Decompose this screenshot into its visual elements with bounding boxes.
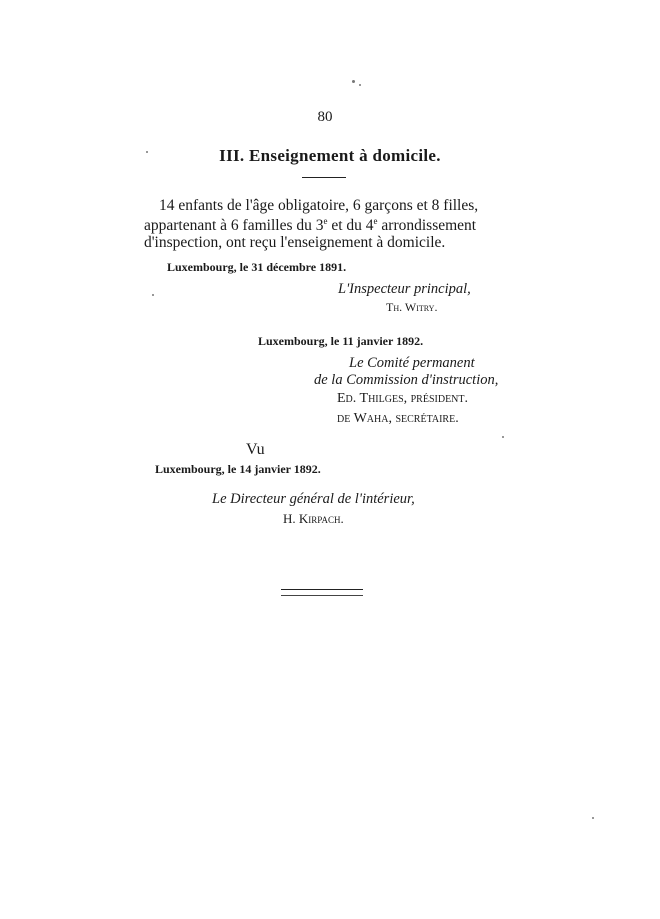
paragraph-line-2 [144, 216, 476, 235]
section-title: III. Enseignement à domicile. [219, 146, 441, 165]
scan-speck [592, 817, 594, 819]
date-line-committee: Luxembourg, le 11 janvier 1892. [258, 334, 424, 348]
inspector-title: L'Inspecteur principal, [338, 281, 471, 297]
scan-speck [352, 80, 355, 83]
inspector-name: Th. Witry. [386, 300, 438, 314]
president-signature: Ed. Thilges, président. [337, 391, 469, 406]
committee-title-line-2: de la Commission d'instruction, [314, 372, 499, 388]
vu-approval: Vu [246, 441, 265, 458]
secretary-signature: de Waha, secrétaire. [337, 411, 459, 426]
committee-title-line-1: Le Comité permanent [349, 355, 475, 371]
scan-speck [152, 294, 154, 296]
paragraph-line-2-part-a: appartenant à 6 familles du 3 [144, 217, 324, 234]
title-underline [302, 177, 346, 178]
paragraph-line-3: d'inspection, ont reçu l'enseignement à domicile. [144, 234, 446, 251]
date-line-director: Luxembourg, le 14 janvier 1892. [155, 462, 321, 476]
director-name: H. Kirpach. [283, 511, 344, 526]
ordinal-suffix-1: e [323, 216, 328, 226]
page-number: 80 [317, 109, 333, 125]
paragraph-line-2-part-b: et du 4 [327, 217, 374, 234]
date-line-inspector: Luxembourg, le 31 décembre 1891. [167, 260, 347, 274]
scan-speck [502, 436, 504, 438]
ordinal-suffix-2: e [373, 216, 378, 226]
paragraph-line-1: 14 enfants de l'âge obligatoire, 6 garçons et 8 filles, [159, 197, 479, 214]
director-title: Le Directeur général de l'intérieur, [212, 491, 415, 507]
end-rule [281, 589, 363, 596]
paragraph-line-2-part-c: arrondissement [377, 217, 477, 234]
scan-speck [359, 84, 361, 86]
scan-speck [146, 151, 148, 153]
